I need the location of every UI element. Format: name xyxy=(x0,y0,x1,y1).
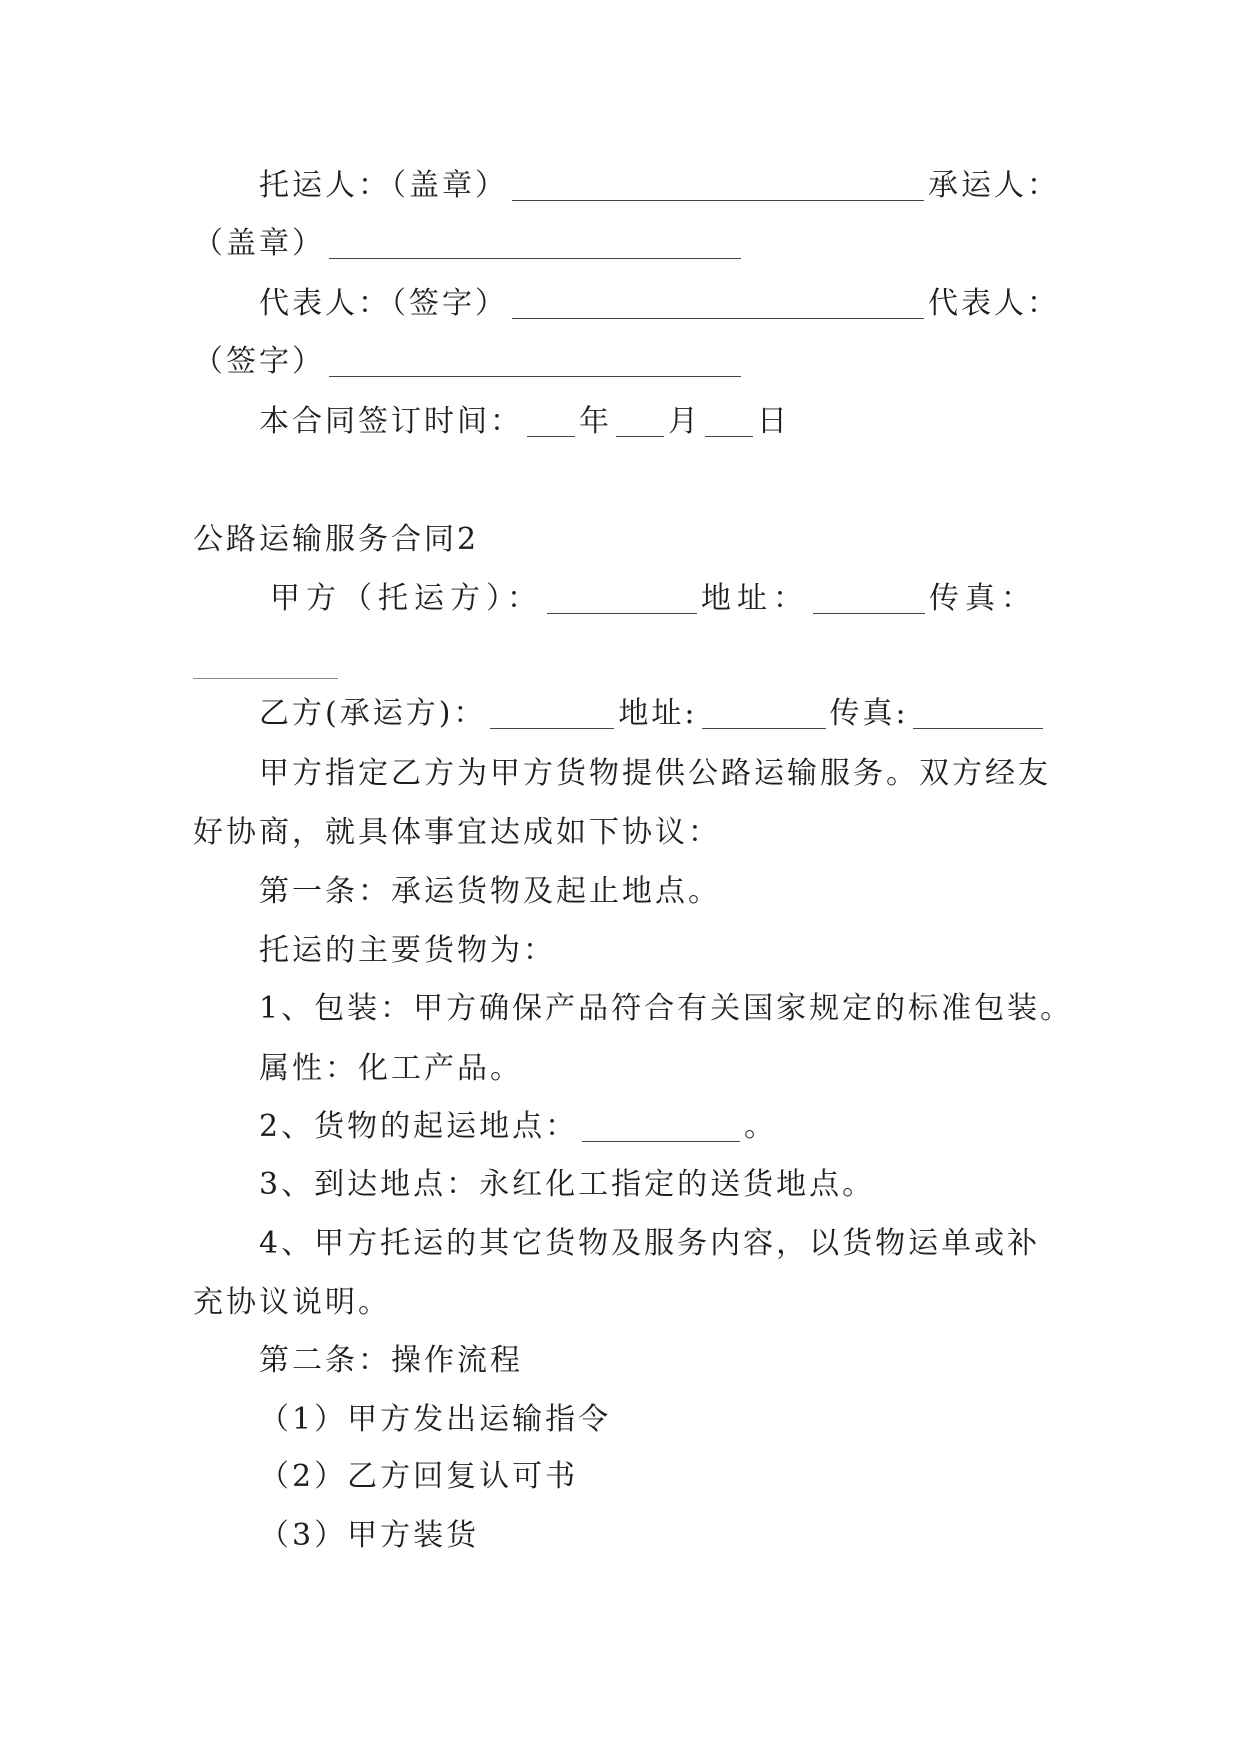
blank-field xyxy=(616,414,664,437)
main-goods-line: 托运的主要货物为： xyxy=(259,933,556,968)
intro-line-1: 甲方指定乙方为甲方货物提供公路运输服务。双方经友 xyxy=(259,756,1051,791)
item2-label: 2、货物的起运地点： xyxy=(259,1109,579,1144)
signing-date-label: 本合同签订时间： xyxy=(259,404,523,439)
party-a-label: 甲方（托运方）： xyxy=(270,581,543,616)
blank-field xyxy=(702,706,826,729)
step-1: （1）甲方发出运输指令 xyxy=(259,1402,612,1437)
party-a-address-label: 地址： xyxy=(701,581,809,616)
shipper-seal-label: 托运人：（盖章） xyxy=(259,168,508,203)
carrier-label: 承运人： xyxy=(928,168,1060,203)
blank-field xyxy=(512,178,924,201)
shipper-rep-line xyxy=(259,275,1060,333)
blank-field xyxy=(813,591,925,614)
party-a-line xyxy=(270,570,1037,628)
blank-field xyxy=(329,236,741,259)
item4-line-1: 4、甲方托运的其它货物及服务内容，以货物运单或补 xyxy=(259,1226,1041,1261)
blank-field xyxy=(193,656,338,679)
carrier-seal-label: （盖章） xyxy=(193,226,325,261)
party-b-label: 乙方(承运方)： xyxy=(259,696,487,731)
blank-field xyxy=(329,354,741,377)
item1-line: 1、包装：甲方确保产品符合有关国家规定的标准包装。 xyxy=(259,991,1074,1026)
month-label: 月 xyxy=(668,404,701,439)
party-b-line xyxy=(259,685,1047,743)
carrier-rep-sign-line xyxy=(193,333,745,391)
party-b-fax-label: 传真: xyxy=(829,696,909,731)
year-label: 年 xyxy=(579,404,612,439)
step-2: （2）乙方回复认可书 xyxy=(259,1459,579,1494)
intro-line-2: 好协商，就具体事宜达成如下协议： xyxy=(193,815,721,850)
shipper-rep-label: 代表人：（签字） xyxy=(259,286,508,321)
article1-heading: 第一条：承运货物及起止地点。 xyxy=(259,874,721,909)
signing-date-line xyxy=(259,393,790,451)
contract-title: 公路运输服务合同2 xyxy=(193,522,480,557)
party-b-address-label: 地址: xyxy=(618,696,698,731)
article2-heading: 第二条：操作流程 xyxy=(259,1343,523,1378)
item4-line-2: 充协议说明。 xyxy=(193,1285,391,1320)
attribute-line: 属性：化工产品。 xyxy=(259,1051,523,1086)
blank-field xyxy=(582,1119,740,1142)
blank-field xyxy=(512,296,924,319)
carrier-rep-label: 代表人： xyxy=(928,286,1060,321)
item2-line xyxy=(259,1098,777,1156)
blank-field xyxy=(527,414,575,437)
blank-field xyxy=(547,591,697,614)
shipper-seal-line xyxy=(259,157,1060,215)
item3-line: 3、到达地点：永红化工指定的送货地点。 xyxy=(259,1167,876,1202)
party-a-fax-label: 传真： xyxy=(929,581,1037,616)
blank-field xyxy=(705,414,753,437)
blank-field xyxy=(913,706,1043,729)
item2-end: 。 xyxy=(744,1109,778,1144)
carrier-seal-line xyxy=(193,215,745,273)
day-label: 日 xyxy=(757,404,790,439)
blank-field xyxy=(490,706,614,729)
step-3: （3）甲方装货 xyxy=(259,1518,480,1553)
carrier-rep-sign-label: （签字） xyxy=(193,344,325,379)
